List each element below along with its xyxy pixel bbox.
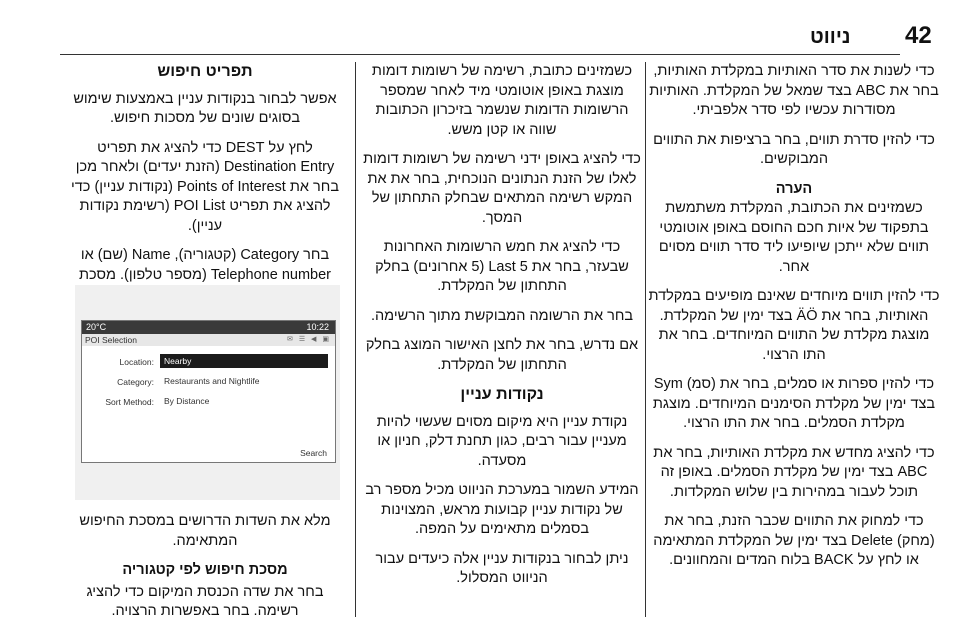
column-divider — [355, 62, 356, 617]
column-divider — [645, 62, 646, 617]
clock: 10:22 — [306, 322, 329, 332]
paragraph: כדי להציג מחדש את מקלדת האותיות, בחר את ABC בצד ימין של מקלדת הסמלים. באופן זה תוכל לעבור במהירות בין שלוש המקלדות. — [653, 444, 935, 500]
column-middle — [362, 62, 642, 599]
section-heading: נקודות עניין — [460, 386, 544, 403]
column-left — [70, 62, 340, 315]
category-label: Category: — [117, 377, 154, 387]
location-value[interactable]: Nearby — [160, 354, 328, 368]
paragraph: כדי להציג את חמש הרשומות האחרונות שבעזר, בחר את Last 5 (5 אחרונים) בחלק התחתון של המקלדת. — [375, 239, 629, 294]
header-rule — [60, 54, 900, 55]
paragraph: כדי להציג באופן ידני רשימה של רשומות דומות לאלו של הזנת הנתונים הנוכחית, בחר את את המקש רשימה המתאים שבחלק התחתון של המסך. — [363, 151, 641, 226]
paragraph: בחר Category (קטגוריה), Name (שם) או Telephone number (מספר טלפון). מסכת — [78, 247, 331, 283]
paragraph: כדי לשנות את סדר האותיות במקלדת האותיות, בחר את ABC בצד שמאל של המקלדת. האותיות מסודרות עכשיו לפי סדר אלפביתי. — [649, 63, 939, 118]
paragraph: כדי להזין סדרת תווים, בחר ברציפות את התווים המבוקשים. — [653, 131, 935, 167]
paragraph: בחר את שדה הכנסת המיקום כדי להציג רשימה. בחר באפשרות הרצויה. — [86, 583, 324, 619]
paragraph: כדי למחוק את התווים שכבר הזנת, בחר את (מחק) Delete בצד ימין של המקלדת המתאימה או לחץ על BACK בלוח המדים והמחוונים. — [653, 513, 935, 568]
page-number: 42 — [905, 22, 932, 49]
category-row[interactable] — [82, 372, 335, 392]
paragraph: לחץ על DEST כדי להציג את תפריט Destination Entry (הזנת יעדים) ולאחר מכן בחר את Points of Interest (נקודות עניין) כדי להציג את תפריט POI List (רשימת נקודות עניין). — [71, 139, 339, 234]
section-title: ניווט — [810, 26, 851, 48]
paragraph: כדי להזין תווים מיוחדים שאינם מופיעים במקלדת האותיות, בחר את ÄÖ בצד ימין של המקלדת. מוצגת מקלדת של התווים המיוחדים. בחר את התו הרצוי. — [648, 288, 940, 363]
sort-method-row[interactable] — [82, 392, 335, 412]
screen-title — [82, 334, 335, 346]
column-left-lower — [70, 512, 340, 632]
note-box — [648, 180, 940, 278]
temperature-readout: 20°C — [86, 322, 107, 332]
status-icons: ✉ ☰ ◀ ▣ — [287, 336, 331, 343]
paragraph: אפשר לבחור בנקודות עניין באמצעות שימוש בסוגים שונים של מסכות חיפוש. — [73, 90, 337, 126]
location-row[interactable] — [82, 352, 335, 372]
paragraph: נקודת עניין היא מיקום מסוים שעשוי להיות מעניין עבור רבים, כגון תחנת דלק, חניון או מסעדה. — [376, 413, 628, 469]
category-value[interactable]: Restaurants and Nightlife — [164, 376, 260, 386]
paragraph: ניתן לבחור בנקודות עניין אלה כיעדים עבור הניווט המסלול. — [375, 550, 629, 586]
poi-selection-screen — [81, 320, 336, 463]
sort-method-value[interactable]: By Distance — [164, 396, 210, 406]
paragraph: המידע השמור במערכת הניווט מכיל מספר רב של נקודות עניין קבועות מראש, המצוינות בסמלים מתאימים על המפה. — [365, 482, 639, 537]
paragraph: בחר את הרשומה המבוקשת מתוך הרשימה. — [370, 307, 634, 324]
column-right — [648, 62, 940, 581]
location-label: Location: — [119, 357, 154, 367]
paragraph: כדי להזין ספרות או סמלים, בחר את (סמ) Sym בצד ימין של מקלדת הסימנים המיוחדים. מוצגת מקלדת הסמלים. בחר את התו הרצוי. — [652, 376, 936, 431]
paragraph: אם נדרש, בחר את לחצן האישור המוצג בחלק התחתון של המקלדת. — [365, 337, 639, 373]
sort-method-label: Sort Method: — [105, 397, 154, 407]
note-title: הערה — [775, 180, 813, 197]
section-heading: תפריט חיפוש — [157, 63, 253, 80]
paragraph: כשמזינים כתובת, רשימה של רשומות דומות מוצגת באופן אוטומטי מיד לאחר שמספר הרשומות הדומות שנשמר בזיכרון הכתובות שווה או קטן משש. — [371, 63, 633, 138]
note-body: כשמזינים את הכתובת, המקלדת משתמשת בתפקוד של איות חכם החוסם באופן אוטומטי תווים שלא ייתכן שיופיעו ליד סדר תווים מסוים אחר. — [658, 200, 930, 275]
screen-illustration — [75, 285, 340, 500]
subheading: מסכת חיפוש לפי קטגוריה — [122, 562, 288, 578]
page-header — [0, 0, 960, 52]
search-button[interactable]: Search — [300, 448, 327, 458]
paragraph: מלא את השדות הדרושים במסכת החיפוש המתאימה. — [79, 513, 331, 549]
screen-title-text: POI Selection — [85, 335, 137, 345]
status-bar — [82, 321, 335, 334]
